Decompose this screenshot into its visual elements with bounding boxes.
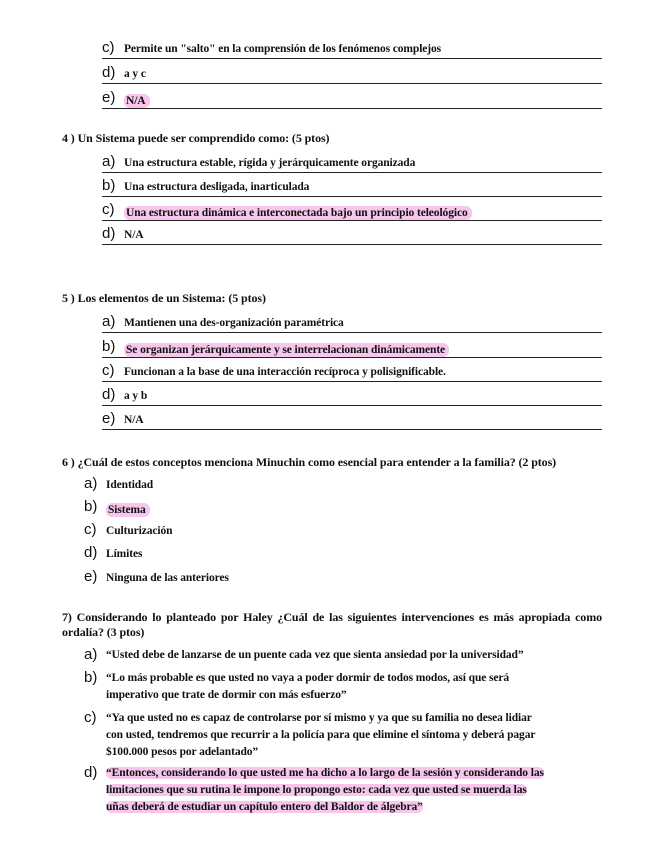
option-text: Identidad xyxy=(106,479,154,491)
q4-option-d[interactable] xyxy=(102,222,602,245)
option-line: “Entonces, considerando lo que usted me ha dicho a lo largo de la sesión y considerando las xyxy=(106,767,544,779)
q5-option-c[interactable] xyxy=(102,359,602,382)
q4-option-c[interactable] xyxy=(102,198,602,221)
option-text: a y b xyxy=(124,390,148,402)
q6-option-a[interactable] xyxy=(84,472,484,494)
option-letter: b) xyxy=(84,498,98,515)
option-text xyxy=(106,670,602,704)
q4-option-a[interactable] xyxy=(102,150,602,173)
q7-option-a[interactable] xyxy=(84,647,602,664)
q3-option-e[interactable] xyxy=(102,86,602,109)
option-letter: d) xyxy=(102,225,116,242)
q6-option-d[interactable] xyxy=(84,541,484,563)
option-line: $100.000 pesos por adelantado” xyxy=(106,746,259,758)
option-text: Ninguna de las anteriores xyxy=(106,572,229,584)
option-letter: c) xyxy=(102,362,115,379)
option-text: N/A xyxy=(124,229,144,241)
option-letter: b) xyxy=(84,669,98,686)
q6-stem: 6 ) ¿Cuál de estos conceptos menciona Minuchin como esencial para entender a la familia? (2 ptos) xyxy=(62,455,557,469)
option-line: uñas deberá de estudiar un capítulo entero del Baldor de álgebra” xyxy=(106,801,423,813)
option-line: “Usted debe de lanzarse de un puente cada vez que sienta ansiedad por la universidad” xyxy=(106,649,524,661)
option-letter: a) xyxy=(84,475,98,492)
q3-option-d[interactable] xyxy=(102,61,602,84)
q7-option-c[interactable] xyxy=(84,710,602,761)
option-letter: e) xyxy=(102,410,116,427)
option-text: Mantienen una des-organización paramétrica xyxy=(124,317,344,329)
q4-option-b[interactable] xyxy=(102,174,602,197)
q5-option-e[interactable] xyxy=(102,407,602,430)
option-letter: b) xyxy=(102,338,116,355)
option-text: Culturización xyxy=(106,525,173,537)
option-letter: d) xyxy=(102,64,116,81)
option-text: a y c xyxy=(124,68,146,80)
option-letter: b) xyxy=(102,177,116,194)
option-text-highlighted: Se organizan jerárquicamente y se interrelacionan dinámicamente xyxy=(124,343,449,357)
option-letter: a) xyxy=(102,313,116,330)
q5-option-d[interactable] xyxy=(102,383,602,406)
option-letter: e) xyxy=(84,568,98,585)
option-letter: c) xyxy=(84,521,97,538)
q7-stem: 7) Considerando lo planteado por Haley ¿Cuál de las siguientes intervenciones es más apropiada como ordalía? (3 ptos) xyxy=(62,610,602,639)
option-letter: e) xyxy=(102,89,116,106)
option-line: “Ya que usted no es capaz de controlarse por sí mismo y ya que su familia no desea lidiar xyxy=(106,712,532,724)
option-line: imperativo que trate de dormir con más esfuerzo” xyxy=(106,689,347,701)
option-text: Permite un "salto" en la comprensión de los fenómenos complejos xyxy=(124,43,442,55)
option-text xyxy=(106,710,602,761)
option-text: N/A xyxy=(124,414,144,426)
option-text-highlighted xyxy=(106,765,602,816)
option-letter: a) xyxy=(84,646,98,663)
option-text: Límites xyxy=(106,548,143,560)
option-text xyxy=(106,647,602,664)
option-letter: a) xyxy=(102,153,116,170)
option-text: Una estructura desligada, inarticulada xyxy=(124,181,310,193)
q7-option-d[interactable] xyxy=(84,765,602,816)
option-letter: d) xyxy=(102,386,116,403)
option-line: limitaciones que su rutina le impone lo propongo esto: cada vez que usted se muerda las xyxy=(106,784,527,796)
option-text-highlighted: Una estructura dinámica e interconectada bajo un principio teleológico xyxy=(124,206,472,220)
q6-option-b[interactable] xyxy=(84,495,484,517)
option-text-highlighted: N/A xyxy=(124,94,150,108)
q6-option-e[interactable] xyxy=(84,565,484,587)
q6-option-c[interactable] xyxy=(84,518,484,540)
option-line: “Lo más probable es que usted no vaya a poder dormir de todos modos, así que será xyxy=(106,672,510,684)
option-line: con usted, tendremos que recurrir a la policía para que elimine el síntoma y deberá pagar xyxy=(106,729,536,741)
option-text: Una estructura estable, rígida y jerárquicamente organizada xyxy=(124,157,416,169)
option-letter: c) xyxy=(102,39,115,56)
q4-stem: 4 ) Un Sistema puede ser comprendido como: (5 ptos) xyxy=(62,131,330,145)
option-text: Funcionan a la base de una interacción recíproca y polisignificable. xyxy=(124,366,446,378)
option-letter: c) xyxy=(102,201,115,218)
q5-option-a[interactable] xyxy=(102,310,602,333)
option-letter: d) xyxy=(84,764,98,781)
option-letter: d) xyxy=(84,544,98,561)
q3-option-c[interactable] xyxy=(102,36,602,59)
option-text-highlighted: Sistema xyxy=(106,503,150,517)
q5-stem: 5 ) Los elementos de un Sistema: (5 ptos) xyxy=(62,291,266,305)
q7-option-b[interactable] xyxy=(84,670,602,704)
q5-option-b[interactable] xyxy=(102,335,602,358)
option-letter: c) xyxy=(84,709,97,726)
